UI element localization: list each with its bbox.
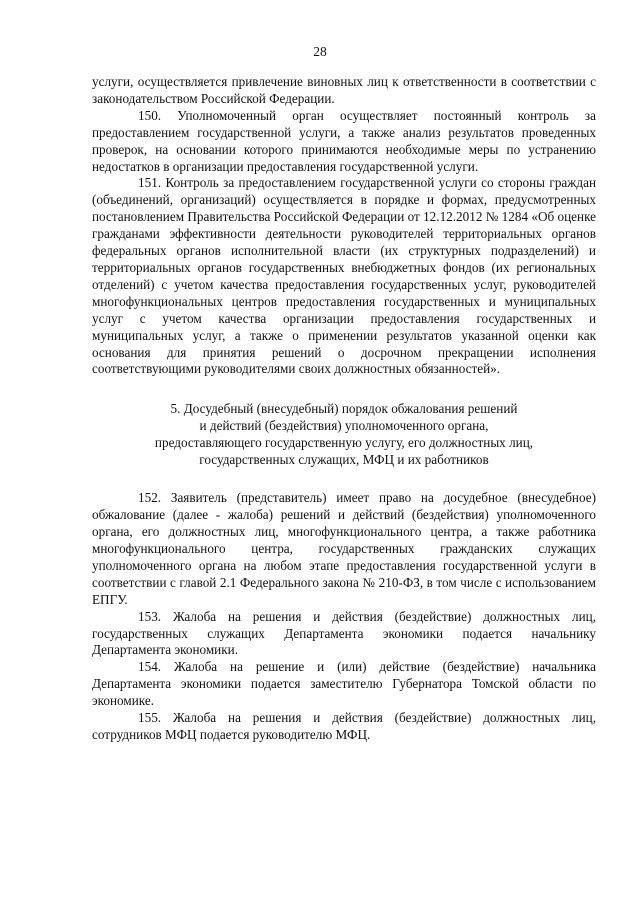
section-heading-line: и действий (бездействия) уполномоченного органа, bbox=[199, 418, 489, 434]
paragraphs-before-heading bbox=[92, 74, 596, 378]
paragraph-151: 151. Контроль за предоставлением государственной услуги со стороны граждан (объединений, организаций) осуществляется в порядке и формах, предусмотренных постановлением Правительства Российской Федерации от 12.12.2012 № 1284 «Об оценке гражданами эффективности деятельности руководителей территориальных органов федеральных органов исполнительной власти (их структурных подразделений) и территориальных органов государственных внебюджетных фондов (их региональных отделений) с учетом качества предоставления государственных услуг, руководителей многофункциональных центров предоставления государственных и муниципальных услуг с учетом качества организации предоставления государственных и муниципальных услуг, а также о применении результатов указанной оценки как основания для принятия решений о досрочном прекращении исполнения соответствующими руководителями своих должностных обязанностей». bbox=[92, 175, 596, 377]
section-heading-line: предоставляющего государственную услугу, его должностных лиц, bbox=[154, 435, 534, 451]
paragraph-154: 154. Жалоба на решение и (или) действие (бездействие) начальника Департамента экономики подается заместителю Губернатора Томской области по экономике. bbox=[92, 659, 596, 709]
paragraph-continuation: услуги, осуществляется привлечение виновных лиц к ответственности в соответствии с законодательством Российской Федерации. bbox=[92, 74, 596, 106]
paragraph-155: 155. Жалоба на решения и действия (бездействие) должностных лиц, сотрудников МФЦ подается руководителю МФЦ. bbox=[92, 710, 596, 742]
section-heading bbox=[92, 400, 596, 468]
section-heading-line: 5. Досудебный (внесудебный) порядок обжалования решений bbox=[170, 401, 518, 417]
document-body bbox=[92, 74, 596, 744]
paragraph-150: 150. Уполномоченный орган осуществляет постоянный контроль за предоставлением государственной услуги, а также анализ результатов проведенных проверок, на основании которого принимаются необходимые меры по устранению недостатков в организации предоставления государственной услуги. bbox=[92, 107, 596, 174]
paragraph-152: 152. Заявитель (представитель) имеет право на досудебное (внесудебное) обжалование (далее - жалоба) решений и действий (бездействия) уполномоченного органа, его должностных лиц, многофункционального центра, а также работника многофункционального центра, государственных гражданских служащих уполномоченного органа на любом этапе предоставления государственной услуги в соответствии с главой 2.1 Федерального закона № 210-ФЗ, в том числе с использованием ЕПГУ. bbox=[92, 490, 596, 607]
section-heading-line: государственных служащих, МФЦ и их работников bbox=[199, 452, 489, 468]
paragraphs-after-heading bbox=[92, 490, 596, 744]
paragraph-153: 153. Жалоба на решения и действия (бездействие) должностных лиц, государственных служащих Департамента экономики подается начальнику Департамента экономики. bbox=[92, 608, 596, 658]
page-number: 28 bbox=[313, 44, 327, 59]
